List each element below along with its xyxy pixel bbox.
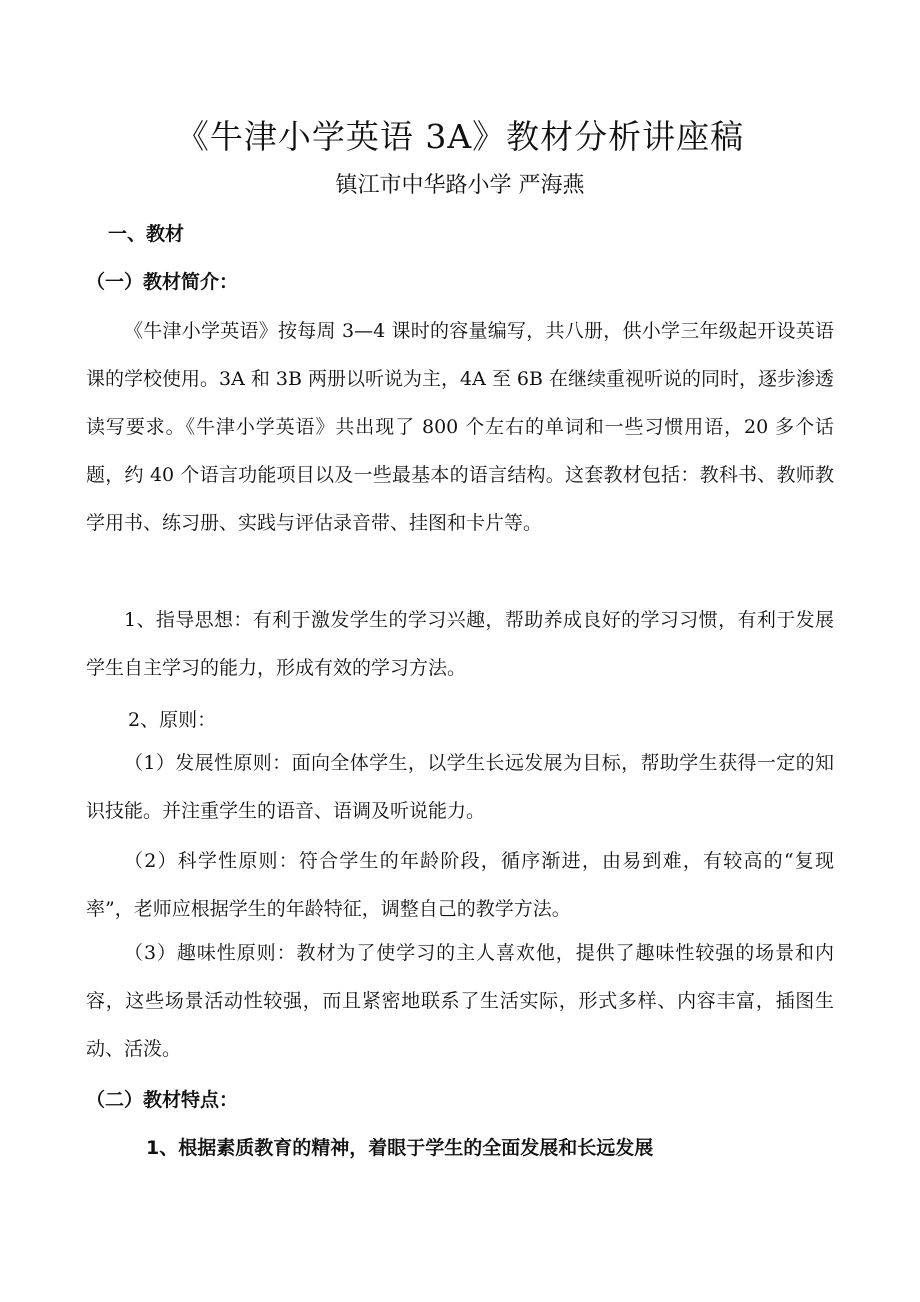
author-line: 镇江市中华路小学 严海燕 bbox=[335, 173, 585, 198]
subsection-heading-intro: （一）教材简介： bbox=[86, 271, 239, 293]
subsection-heading-features: （二）教材特点： bbox=[86, 1089, 239, 1111]
document-title: 《牛津小学英语 3A》教材分析讲座稿 bbox=[175, 117, 745, 156]
principles-heading: 2、原则： bbox=[128, 709, 217, 731]
principle-3-paragraph: （3）趣味性原则：教材为了使学习的主人喜欢他，提供了趣味性较强的场景和内容，这些场景活动性较强，而且紧密地联系了生活实际，形式多样、内容丰富，插图生动、活泼。 bbox=[86, 942, 834, 1060]
principle-1-paragraph: （1）发展性原则：面向全体学生，以学生长远发展为目标，帮助学生获得一定的知识技能。并注重学生的语音、语调及听说能力。 bbox=[86, 752, 834, 822]
intro-paragraph: 《牛津小学英语》按每周 3—4 课时的容量编写，共八册，供小学三年级起开设英语课的学校使用。3A 和 3B 两册以听说为主，4A 至 6B 在继续重视听说的同时，逐步渗透读写要求。《牛津小学英语》共出现了 800 个左右的单词和一些习惯用语，20 多个话题，约 40 个语言功能项目以及一些最基本的语言结构。这套教材包括：教科书、教师教学用书、练习册、实践与评估录音带、挂图和卡片等。 bbox=[86, 320, 834, 534]
guiding-idea-paragraph: 1、指导思想：有利于激发学生的学习兴趣，帮助养成良好的学习习惯，有利于发展学生自主学习的能力，形成有效的学习方法。 bbox=[86, 609, 834, 679]
section-heading-1: 一、教材 bbox=[108, 223, 185, 245]
principle-2-paragraph: （2）科学性原则：符合学生的年龄阶段，循序渐进，由易到难，有较高的“复现率”，老师应根据学生的年龄特征，调整自己的教学方法。 bbox=[86, 850, 834, 920]
feature-1-heading: 1、根据素质教育的精神，着眼于学生的全面发展和长远发展 bbox=[146, 1137, 654, 1159]
